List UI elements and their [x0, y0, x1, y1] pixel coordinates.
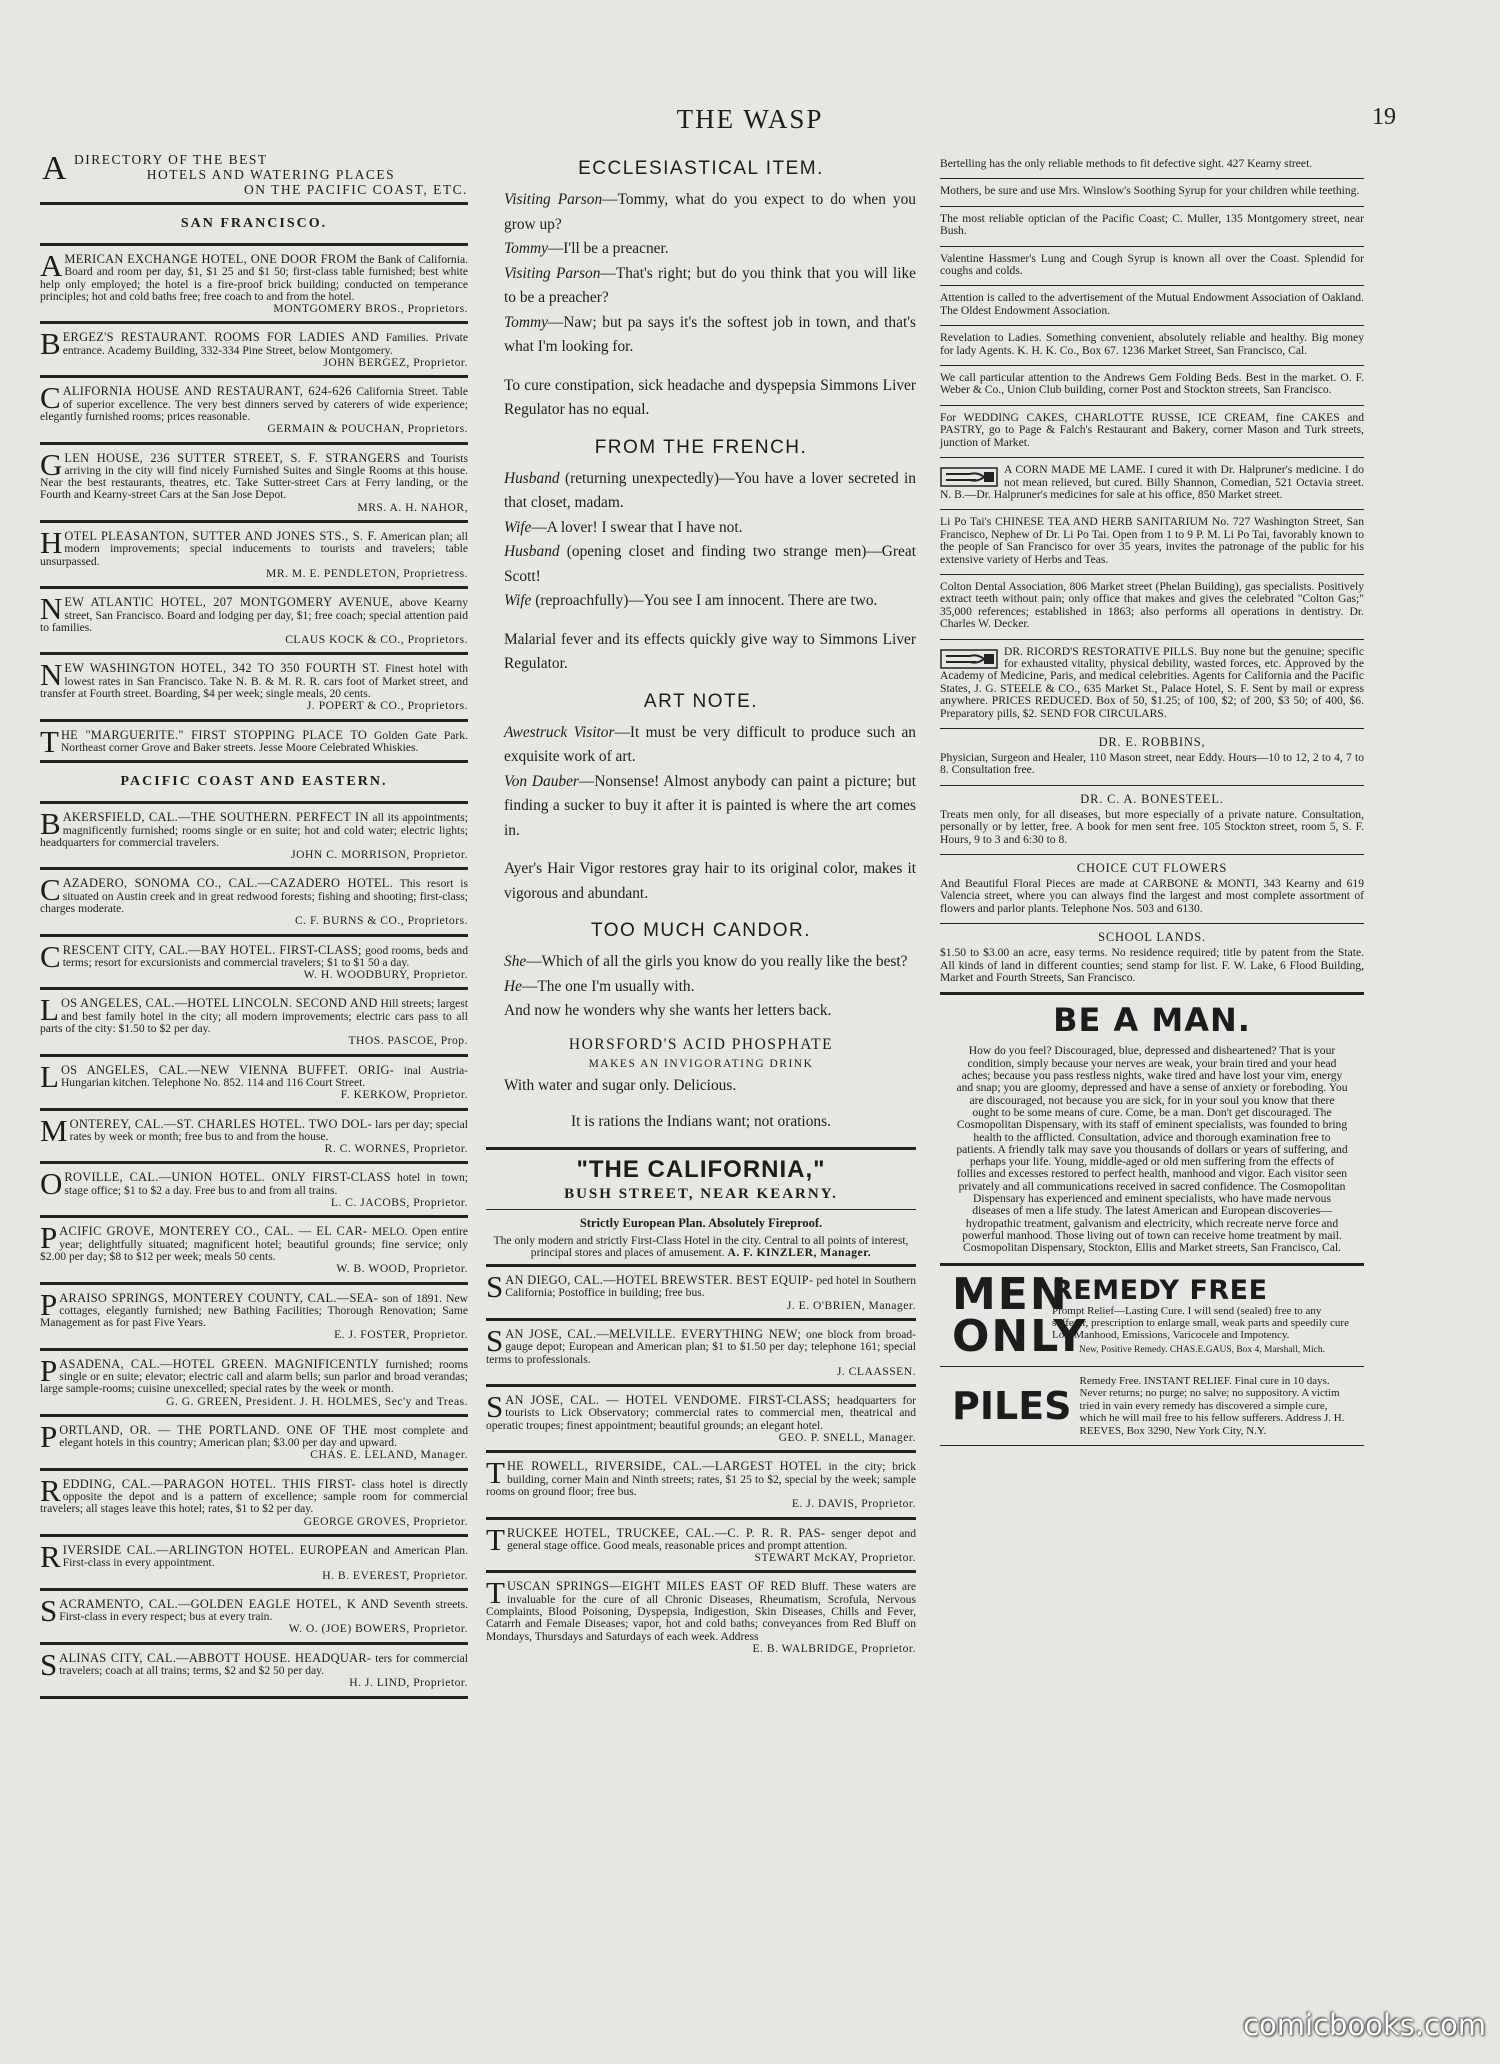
candor-text: [486, 950, 916, 1024]
drop-cap: L: [40, 992, 59, 1028]
drop-cap: T: [486, 1521, 505, 1557]
hotel-listing: [40, 525, 468, 580]
listing-lead: ALINAS CITY, CAL.—ABBOTT HOUSE. HEADQUAR-: [59, 1650, 372, 1665]
drop-cap: S: [486, 1269, 504, 1305]
listing-body: hotel in town; stage office; $1 to $2 a day. Free bus to and from all trains.: [64, 1171, 468, 1197]
listing-signature: MONTGOMERY BROS., Proprietors.: [273, 302, 468, 316]
california-title: "THE CALIFORNIA,": [576, 1155, 826, 1183]
listing-body: and Tourists arriving in the city will find nicely Furnished Suites and Single Rooms at this house. Near the best restaurants, theatres, etc. Take Sutter-street Cars at Ferry landing, or the Fourth and Kearny-street Cars at the San Jose Depot.: [40, 451, 469, 502]
line-text: —The one I'm usually with.: [521, 977, 695, 995]
directory-column: [40, 152, 468, 1704]
drop-cap: N: [40, 591, 63, 627]
horsford-title: HORSFORD'S ACID PHOSPHATE: [568, 1035, 834, 1053]
hotel-listing: [40, 1472, 468, 1528]
listing-body: Golden Gate Park. Northeast corner Grove and Baker streets. Jesse Moore Celebrated Whiskies.: [60, 728, 468, 754]
listing-body: one block from broad-gauge depot; European and American plan; $1 to $1.50 per day; telephone 161; special terms to professionals.: [486, 1327, 916, 1366]
listing-body: Bluff. These waters are invaluable for the cure of all Chronic Diseases, Rheumatism, Scrofula, Nervous Complaints, Blood Poisoning, Dyspepsia, Indigestion, Skin Diseases, Chills and Fever, Catarrh and Female Diseases; vapor, hot and cold baths; conveyances from Red Bluff on Mondays, Thursdays and Saturdays of each week. Address: [486, 1580, 916, 1643]
short-ad: Bertelling has the only reliable methods to fit defective sight. 427 Kearny street.: [940, 157, 1313, 170]
robbins-title: DR. E. ROBBINS,: [1098, 735, 1206, 749]
right-column: [940, 152, 1364, 1446]
line-text: —A lover! I swear that I have not.: [531, 518, 743, 536]
dialogue-line: [486, 770, 916, 844]
remedy-free-heading: REMEDY FREE: [1052, 1274, 1268, 1306]
hotel-listing: [40, 1286, 468, 1342]
listing-body: MELO. Open entire year; delightfully situated; magnificent hotel; beautiful grounds; fine service; only $2.00 per day; $8 to $12 per week; meals 50 cents.: [40, 1225, 468, 1263]
horsford-subtitle: MAKES AN INVIGORATING DRINK: [588, 1057, 814, 1070]
hotel-listing: [486, 1269, 916, 1312]
listing-body: all its appointments; magnificently furnished; rooms single or en suite; hot and cold water; electric lights; headquarters for commercial travelers.: [40, 811, 469, 849]
listing-body: This resort is situated on Austin creek and in great redwood forests; fishing and shooting; first-class; charges moderate.: [40, 877, 468, 915]
short-ad: Revelation to Ladies. Something convenient, absolutely reliable and healthy. Big money for lady Agents. K. H. K. Co., Box 67. 1236 Market Street, San Francisco, Cal.: [940, 331, 1364, 357]
listing-lead: HE "MARGUERITE." FIRST STOPPING PLACE TO: [60, 727, 368, 742]
directory-body: [40, 216, 468, 1699]
listing-lead: OS ANGELES, CAL.—HOTEL LINCOLN. SECOND AND: [60, 996, 378, 1011]
dialogue-line: [486, 950, 916, 975]
listing-body: ped hotel in Southern California; Postoffice in building; free bus.: [505, 1274, 916, 1300]
short-ad: For WEDDING CAKES, CHARLOTTE RUSSE, ICE CREAM, fine CAKES and PASTRY, go to Page & Falch's Restaurant and Bakery, corner Mason and Turk streets, junction of Market.: [940, 410, 1364, 449]
listing-signature: R. C. WORNES, Proprietor.: [324, 1142, 468, 1156]
speaker: Wife: [504, 518, 532, 536]
listing-body: class hotel is directly opposite the depot and is a pattern of excellence; sample room for commercial travelers; all stages leave this hotel; rates, $1 to $2 per day.: [40, 1477, 468, 1516]
listing-signature: J. CLAASSEN.: [836, 1364, 916, 1378]
line-text: —It must be very difficult to produce such an exquisite work of art.: [504, 723, 916, 765]
speaker: He: [504, 977, 522, 995]
bonesteel-text: Treats men only, for all diseases, but more especially of a private nature. Consultation, personally or by letter, free. A book for men sent free. 105 Stockton street, room 5, S. F. Hours, 9 to 3 and 6:30 to 8.: [940, 807, 1364, 846]
speaker: Von Dauber: [504, 772, 579, 790]
listing-lead: USCAN SPRINGS—EIGHT MILES EAST OF RED: [506, 1579, 797, 1594]
listing-body: son of 1891. New cottages, elegantly furnished; new Bathing Facilities; Thorough Renovation; Same Management as for past Five Years.: [40, 1291, 468, 1330]
dialogue-line: [486, 237, 916, 262]
speaker: Husband: [504, 543, 560, 560]
listing-signature: GEO. P. SNELL, Manager.: [778, 1431, 916, 1445]
listing-body: headquarters for tourists to Lick Observatory; commercial rates to commercial men, theatrical and operatic troupes; finest appointment; beautiful grounds; an elegant hotel.: [486, 1394, 916, 1432]
hotel-listing: [40, 992, 468, 1048]
dialogue-line: [486, 589, 916, 614]
listing-signature: GEORGE GROVES, Proprietor.: [303, 1514, 468, 1528]
section-title: SAN FRANCISCO.: [180, 216, 328, 231]
french-text: [486, 467, 916, 614]
short-ad: We call particular attention to the Andrews Gem Folding Beds. Best in the market. O. F. Weber & Co., Union Club building, corner Post and Stockton streets, San Francisco.: [940, 371, 1364, 397]
drop-cap: B: [40, 326, 61, 362]
ecclesiastical-title: ECCLESIASTICAL ITEM.: [578, 158, 824, 179]
short-ad: Mothers, be sure and use Mrs. Winslow's Soothing Syrup for your children while teething.: [940, 184, 1360, 198]
listing-body: Hill streets; largest and best family hotel in the city; all modern improvements; electric cars pass to all parts of the city: $1.50 to $2 per day.: [40, 997, 468, 1036]
hotel-listing: [40, 591, 469, 647]
colton-dental-ad: Colton Dental Association, 806 Market street (Phelan Building), gas specialists. Positively extract teeth without pain; only office that makes and gives the celebrated "Colton Gas;" 35,000 references; established in 1863; also performs all operations in dentistry. Dr. Charles W. Decker.: [940, 579, 1364, 631]
listing-signature: W. B. WOOD, Proprietor.: [336, 1262, 468, 1276]
listing-signature: F. KERKOW, Proprietor.: [340, 1088, 468, 1102]
listing-signature: CHAS. E. LELAND, Manager.: [310, 1448, 468, 1462]
listing-lead: AN DIEGO, CAL.—HOTEL BREWSTER. BEST EQUIP-: [505, 1273, 814, 1288]
line-text: And now he wonders why she wants her letters back.: [504, 1002, 832, 1019]
hotel-listing: [40, 326, 468, 370]
piles-text: Remedy Free. INSTANT RELIEF. Final cure in 10 days. Never returns; no purge; no salve; no suppository. A victim tried in vain every remedy has discovered a simple cure, which he will mail free to his fellow sufferers. Address J. H. REEVES, Box 3290, New York City, N.Y.: [1079, 1374, 1345, 1437]
school-lands-title: SCHOOL LANDS.: [1098, 930, 1206, 945]
listing-signature: E. J. FOSTER, Proprietor.: [334, 1328, 468, 1342]
listing-lead: ALIFORNIA HOUSE AND RESTAURANT, 624-626: [62, 384, 352, 399]
listing-body: most complete and elegant hotels in this country; American plan; $3.00 per day and upward.: [59, 1423, 468, 1450]
listing-lead: EW ATLANTIC HOTEL, 207 MONTGOMERY AVENUE,: [64, 595, 393, 610]
drop-cap: P: [40, 1352, 58, 1388]
art-text: [486, 721, 916, 844]
school-lands-text: $1.50 to $3.00 an acre, easy terms. No residence required; title by patent from the State. All kinds of land in different counties; send stamp for list. F. W. Lake, 6 Flood Building, Market and Fourth Streets, San Francisco.: [940, 946, 1364, 985]
simmons-ad-1: To cure constipation, sick headache and dyspepsia Simmons Liver Regulator has no equal.: [504, 376, 916, 418]
california-plan: Strictly European Plan. Absolutely Fireproof.: [579, 1215, 823, 1230]
listing-signature: J. POPERT & CO., Proprietors.: [306, 699, 468, 713]
dialogue-line: [486, 540, 916, 589]
drop-cap: P: [40, 1220, 58, 1256]
hotel-listing: [486, 1455, 916, 1511]
ayer-ad: Ayer's Hair Vigor restores gray hair to its original color, makes it vigorous and abundant.: [504, 860, 916, 902]
hotel-listing: [486, 1389, 916, 1445]
listing-lead: ASADENA, CAL.—HOTEL GREEN. MAGNIFICENTLY: [59, 1356, 380, 1371]
listing-signature: CLAUS KOCK & CO., Proprietors.: [285, 633, 468, 647]
short-ad: The most reliable optician of the Pacific Coast; C. Muller, 135 Montgomery street, near Bush.: [940, 211, 1364, 238]
line-text: —That's right; but do you think that you will like to be a preacher?: [504, 264, 916, 306]
listing-signature: H. B. EVEREST, Proprietor.: [322, 1568, 468, 1582]
short-ad: Valentine Hassmer's Lung and Cough Syrup is known all over the Coast. Splendid for coughs and colds.: [940, 251, 1364, 278]
line-text: —Which of all the girls you know do you really like the best?: [526, 953, 908, 970]
hotel-listing: [40, 1220, 468, 1276]
dialogue-line: [486, 311, 916, 360]
directory-heading: A DIRECTORY OF THE BEST HOTELS AND WATERING PLACES ON THE PACIFIC COAST, ETC.: [42, 150, 468, 197]
listing-lead: ONTEREY, CAL.—ST. CHARLES HOTEL. TWO DOL-: [69, 1116, 373, 1131]
line-text: (opening closet and finding two strange men)—Great Scott!: [504, 543, 916, 585]
dialogue-line: [486, 516, 916, 541]
listing-signature: JOHN BERGEZ, Proprietor.: [323, 356, 468, 370]
listing-signature: MRS. A. H. NAHOR,: [357, 500, 468, 514]
dialogue-line: [486, 721, 916, 770]
listing-lead: OS ANGELES, CAL.—NEW VIENNA BUFFET. ORIG-: [60, 1062, 395, 1077]
pointing-hand-icon: [940, 466, 998, 488]
dialogue-line: [486, 262, 916, 311]
speaker: Husband: [504, 469, 560, 487]
listing-body: ters for commercial travelers; coach at all trains; terms, $2 and $2 50 per day.: [59, 1651, 469, 1678]
listing-body: Seventh streets. First-class in every respect; bus at every train.: [59, 1597, 468, 1624]
line-text: (reproachfully)—You see I am innocent. There are two.: [531, 592, 878, 609]
listing-signature: C. F. BURNS & CO., Proprietors.: [294, 914, 468, 928]
speaker: Awestruck Visitor: [504, 723, 615, 741]
hotel-listing: [40, 806, 469, 862]
hotel-listing: [40, 1646, 469, 1690]
line-text: (returning unexpectedly)—You have a lover secreted in that closet, madam.: [504, 469, 916, 511]
drop-cap: C: [40, 938, 61, 974]
drop-cap: P: [40, 1286, 58, 1322]
site-watermark: comicbooks.com: [1243, 2008, 1486, 2042]
listing-signature: JOHN C. MORRISON, Proprietor.: [291, 848, 468, 862]
listing-lead: ROVILLE, CAL.—UNION HOTEL. ONLY FIRST-CLASS: [64, 1170, 391, 1185]
listing-lead: ORTLAND, OR. — THE PORTLAND. ONE OF THE: [59, 1422, 368, 1437]
hotel-listing: [486, 1322, 916, 1378]
line-text: —I'll be a preacner.: [547, 240, 669, 257]
masthead: THE WASP: [676, 104, 824, 134]
hotel-listing: [40, 657, 468, 713]
hotel-listing: [40, 872, 468, 928]
be-a-man-text: How do you feel? Discouraged, blue, depressed and disheartened? That is your condition, simply because your nerves are weak, your brain tired and your head aches; because you pass restless nights, wake tired and have lost your vim, energy and snap; you are gloomy, depressed and have a sense of anxiety or foreboding. You are discouraged, not because you are sick, for in your soul you know that there ought to be some means of cure. Come, be a man. Don't get discouraged. The Cosmopolitan Dispensary, with its staff of eminent specialists, was founded to bring health to the afflicted. Consultation, advice and thorough examination free to patients. A friendly talk may save you thousands of dollars or years of suffering, and perhaps your life. Young, middle-aged or old men suffering from the effects of follies and excesses restored to perfect health, manhood and vigor. Each visitor seen privately and all communications received in sacred confidence. The Cosmopolitan Dispensary has experienced and eminent specialists, who have made nervous diseases of men a life study. The latest American and European discoveries—hydropathic treatment, galvanism and electricity, which recreate nerve force and powerful manhood. Those living out of town can receive home treatment by mail. Cosmopolitan Dispensary, Stockton, Ellis and Market streets, San Francisco, Cal.: [956, 1044, 1348, 1255]
drop-cap: B: [40, 806, 61, 842]
pointing-hand-icon: [940, 648, 998, 670]
bonesteel-title: DR. C. A. BONESTEEL.: [1080, 791, 1224, 806]
speaker: Tommy: [504, 240, 548, 257]
drop-cap: R: [40, 1538, 61, 1574]
men-only-heading: MEN ONLY: [952, 1268, 1088, 1362]
drop-cap: S: [486, 1389, 504, 1425]
speaker: Visiting Parson: [504, 191, 603, 208]
men-only-footer: New, Positive Remedy. CHAS.E.GAUS, Box 4, Marshall, Mich.: [1078, 1344, 1326, 1355]
line-text: —Nonsense! Almost anybody can paint a picture; but finding a sucker to buy it after it is painted is where the art comes in.: [504, 772, 916, 839]
french-title: FROM THE FRENCH.: [594, 436, 808, 458]
listing-body: above Kearny street, San Francisco. Board and lodging per day, $1; free coach; special attention paid to families.: [40, 596, 469, 634]
hotel-listing: [40, 1166, 468, 1210]
listing-lead: MERICAN EXCHANGE HOTEL, ONE DOOR FROM: [64, 252, 358, 266]
drop-cap: A: [40, 248, 63, 283]
drop-cap: N: [40, 657, 63, 693]
hotel-listing: [40, 1592, 468, 1636]
hotel-listing: [40, 1058, 468, 1102]
drop-cap: M: [40, 1112, 68, 1148]
drop-cap: L: [40, 1058, 59, 1094]
listing-body: the Bank of California. Board and room per day, $1, $1 25 and $1 50; first-class table furnished; best white help only employed; the hotel is a fire-proof brick building; conducted on temperance principles; hot and cold baths free; free coach to and from the hotel.: [40, 253, 468, 303]
drop-cap: R: [40, 1472, 61, 1508]
rations-quip: It is rations the Indians want; not orations.: [571, 1113, 831, 1130]
listing-body: senger depot and general stage office. Good meals, reasonable prices and prompt attention.: [506, 1526, 916, 1552]
drop-cap: T: [486, 1455, 505, 1491]
ecclesiastical-text: [486, 188, 916, 360]
listing-body: lars per day; special rates by week or month; free bus to and from the house.: [69, 1117, 469, 1143]
hotel-listing: [486, 1575, 916, 1655]
candor-title: TOO MUCH CANDOR.: [591, 920, 811, 941]
speaker: Wife: [504, 592, 532, 609]
horsford-text: With water and sugar only. Delicious.: [504, 1076, 737, 1094]
drop-cap: P: [40, 1418, 58, 1454]
middle-column: [486, 152, 916, 1661]
listing-body: inal Austria-Hungarian kitchen. Telephone No. 852. 114 and 116 Court Street.: [60, 1063, 468, 1089]
hotel-listing: [40, 1538, 468, 1582]
listing-lead: LEN HOUSE, 236 SUTTER STREET, S. F. STRANGERS: [64, 450, 401, 465]
simmons-ad-2: Malarial fever and its effects quickly give way to Simmons Liver Regulator.: [504, 630, 916, 672]
drop-cap: T: [40, 723, 59, 759]
hotel-listing: [40, 723, 468, 759]
section-title: PACIFIC COAST AND EASTERN.: [120, 774, 388, 790]
listing-signature: L. C. JACOBS, Proprietor.: [330, 1196, 468, 1210]
men-only-ad: [940, 1263, 1364, 1367]
drop-cap: S: [486, 1322, 504, 1358]
dialogue-line: [486, 188, 916, 237]
hotel-listing: [40, 1352, 468, 1408]
hotel-listing: [40, 248, 468, 316]
listing-signature: STEWART McKAY, Proprietor.: [754, 1551, 916, 1565]
dialogue-line: [486, 467, 916, 516]
speaker: She: [504, 953, 527, 970]
listing-lead: RESCENT CITY, CAL.—BAY HOTEL. FIRST-CLASS;: [62, 942, 362, 957]
middle-hotel-entries: [486, 1269, 916, 1655]
listing-lead: HE ROWELL, RIVERSIDE, CAL.—LARGEST HOTEL: [506, 1459, 822, 1474]
drop-cap: H: [40, 525, 63, 561]
california-body: The only modern and strictly First-Class Hotel in the city. Central to all points of interest, principal stores and places of amusement. A. F. KINZLER, Manager.: [493, 1233, 909, 1259]
page-number: 19: [1372, 104, 1396, 130]
listing-signature: W. O. (JOE) BOWERS, Proprietor.: [288, 1622, 468, 1636]
flowers-text: And Beautiful Floral Pieces are made at CARBONE & MONTI, 343 Kearny and 619 Valencia street, where you can always find the largest and most complete assortment of flowers and parlor plants. Telephone Nos. 503 and 6130.: [940, 877, 1364, 915]
listing-body: furnished; rooms single or en suite; elevator; electric call and alarm bells; sun parlor and broad verandas; large sample-rooms; cuisine unexcelled; special rates by the week or month.: [40, 1357, 468, 1396]
hotel-listing: [40, 1112, 469, 1156]
right-short-ads: [940, 158, 1364, 458]
drop-cap: O: [40, 1166, 63, 1202]
california-hotel-ad: [486, 1147, 916, 1260]
listing-lead: EW WASHINGTON HOTEL, 342 TO 350 FOURTH ST.: [64, 661, 380, 676]
drop-cap: S: [40, 1646, 58, 1682]
hotel-listing: [40, 446, 469, 514]
speaker: Tommy: [504, 313, 548, 331]
piles-heading: PILES: [952, 1383, 1072, 1428]
drop-cap: T: [486, 1575, 505, 1611]
line-text: —Naw; but pa says it's the softest job in town, and that's what I'm looking for.: [504, 313, 916, 355]
listing-lead: AN JOSE, CAL. — HOTEL VENDOME. FIRST-CLASS;: [505, 1393, 831, 1408]
hotel-listing: [486, 1521, 916, 1565]
listing-signature: GERMAIN & POUCHAN, Proprietors.: [267, 422, 468, 436]
art-title: ART NOTE.: [643, 690, 759, 712]
listing-signature: E. J. DAVIS, Proprietor.: [791, 1497, 916, 1511]
listing-body: California Street. Table of superior excellence. The very best dinners served by caterers of wide experience; elegantly furnished rooms; prices reasonable.: [40, 385, 468, 423]
listing-signature: THOS. PASCOE, Prop.: [348, 1034, 468, 1048]
california-subtitle: BUSH STREET, NEAR KEARNY.: [564, 1185, 838, 1202]
listing-body: good rooms, beds and terms; resort for excursionists and commercial travelers; $1 to $1 50 a day.: [62, 943, 468, 969]
speaker: Visiting Parson: [504, 264, 601, 282]
robbins-text: Physician, Surgeon and Healer, 110 Mason street, near Eddy. Hours—10 to 12, 2 to 4, 7 to 8. Consultation free.: [940, 751, 1364, 777]
listing-lead: ACRAMENTO, CAL.—GOLDEN EAGLE HOTEL, K AND: [59, 1596, 389, 1611]
listing-signature: MR. M. E. PENDLETON, Proprietress.: [266, 566, 468, 580]
listing-signature: J. E. O'BRIEN, Manager.: [786, 1298, 916, 1312]
listing-body: and American Plan. First-class in every appointment.: [62, 1543, 468, 1570]
listing-lead: AKERSFIELD, CAL.—THE SOUTHERN. PERFECT IN: [62, 810, 369, 825]
listing-body: Families. Private entrance. Academy Building, 332-334 Pine Street, below Montgomery.: [62, 331, 468, 357]
listing-body: American plan; all modern improvements; special inducements to tourists and travelers; table unsurpassed.: [40, 530, 468, 568]
listing-body: Finest hotel with lowest rates in San Francisco. Take N. B. & M. R. R. cars foot of Market street, and transfer at Fourth street. Boarding, $4 per week; single meals, 20 cents.: [40, 662, 468, 701]
drop-cap: S: [40, 1592, 58, 1628]
hotel-listing: [40, 938, 468, 982]
hotel-listing: [40, 380, 468, 436]
drop-cap: C: [40, 872, 61, 908]
listing-lead: OTEL PLEASANTON, SUTTER AND JONES STS., S. F.: [64, 529, 378, 544]
listing-lead: ERGEZ'S RESTAURANT. ROOMS FOR LADIES AND: [62, 330, 380, 345]
listing-body: in the city; brick building, corner Main and Ninth streets; rates, $1 25 to $2, special by the week; sample rooms on ground floor; free bus.: [486, 1460, 916, 1498]
drop-cap: C: [40, 380, 61, 416]
ricord-pills-ad: DR. RICORD'S RESTORATIVE PILLS. Buy none but the genuine; specific for exhausted vitality, physical debility, wasted forces, etc. Approved by the Academy of Medicine, Paris, and medical celebrities. Agents for California and the Pacific States, J. G. STEELE & CO., 635 Market St., Palace Hotel, S. F. Sent by mail or express anywhere. PRICES REDUCED. Box of 50, $1.25; of 100, $2; of 200, $3 50; of 400, $6. Preparatory pills, $2. SEND FOR CIRCULARS.: [940, 644, 1364, 720]
hotel-listing: [40, 1418, 468, 1462]
listing-signature: E. B. WALBRIDGE, Proprietor.: [752, 1641, 916, 1655]
dialogue-line: [486, 975, 916, 1000]
be-a-man-title: BE A MAN.: [1053, 1001, 1251, 1040]
listing-signature: G. G. GREEN, President. J. H. HOLMES, Sec'y and Treas.: [166, 1394, 468, 1408]
men-only-text: Prompt Relief—Lasting Cure. I will send (sealed) free to any sufferer, prescription to enlarge small, weak parts and speedily cure Lost Manhood, Emissions, Varicocele and Impotency.: [1052, 1304, 1349, 1341]
listing-lead: ARAISO SPRINGS, MONTEREY COUNTY, CAL.—SEA-: [59, 1290, 379, 1305]
short-ad: Attention is called to the advertisement of the Mutual Endowment Association of Oakland. The Oldest Endowment Association.: [940, 291, 1364, 317]
corn-ad: A CORN MADE ME LAME. I cured it with Dr. Halpruner's medicine. I do not mean relieved, but cured. Billy Shannon, Comedian, 521 Octavia street. N. B.—Dr. Halpruner's medicines for sale at his office, 850 Market street.: [940, 463, 1364, 501]
listing-lead: AN JOSE, CAL.—MELVILLE. EVERYTHING NEW;: [505, 1326, 802, 1341]
listing-lead: RUCKEE HOTEL, TRUCKEE, CAL.—C. P. R. R. PAS-: [506, 1525, 826, 1540]
listing-lead: IVERSIDE CAL.—ARLINGTON HOTEL. EUROPEAN: [62, 1542, 369, 1557]
piles-ad: [940, 1367, 1364, 1447]
drop-cap: G: [40, 446, 63, 482]
line-text: —Tommy, what do you expect to do when you grow up?: [504, 191, 916, 233]
listing-lead: EDDING, CAL.—PARAGON HOTEL. THIS FIRST-: [62, 1476, 356, 1491]
dialogue-line: [486, 999, 916, 1024]
listing-lead: AZADERO, SONOMA CO., CAL.—CAZADERO HOTEL.: [62, 876, 394, 891]
listing-lead: ACIFIC GROVE, MONTEREY CO., CAL. — EL CAR-: [59, 1224, 368, 1239]
listing-signature: H. J. LIND, Proprietor.: [349, 1676, 468, 1690]
flowers-title: CHOICE CUT FLOWERS: [1076, 861, 1228, 876]
listing-signature: W. H. WOODBURY, Proprietor.: [303, 968, 468, 982]
lipotai-ad: Li Po Tai's CHINESE TEA AND HERB SANITARIUM No. 727 Washington Street, San Francisco, Nephew of Dr. Li Po Tai. Open from 1 to 9 P. M. Li Po Tai, favorably known to the people of San Francisco for over 35 years, invites the patronage of the public for his extensive variety of Herbs and Teas.: [940, 515, 1364, 566]
